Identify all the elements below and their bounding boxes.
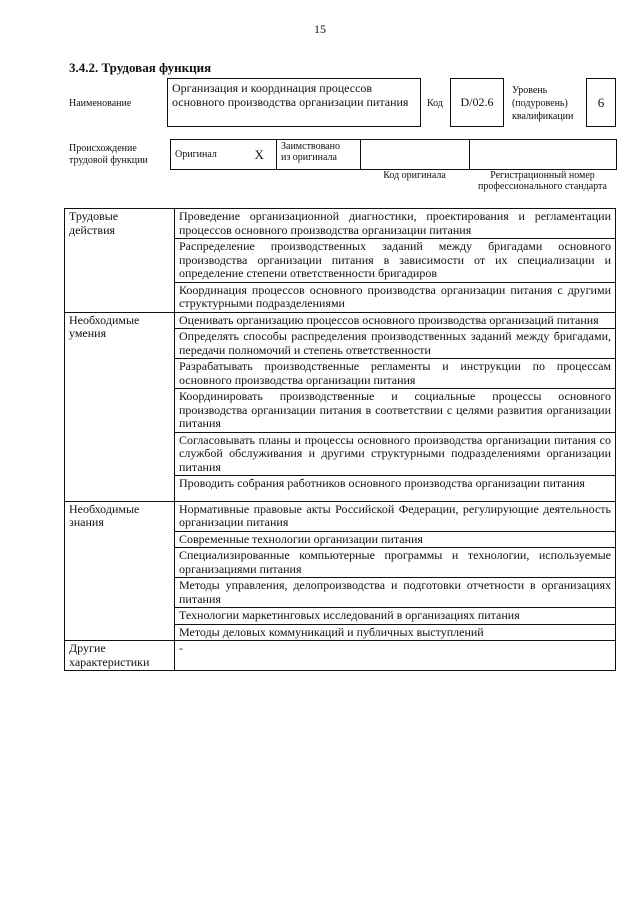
skill-item: Проводить собрания работников основного производства организации питания bbox=[175, 476, 616, 502]
knowledge-header bbox=[65, 501, 175, 641]
knowledge-item: Методы деловых коммуникаций и публичных выступлений bbox=[175, 624, 616, 641]
knowledge-item: Методы управления, делопроизводства и подготовки отчетности в организациях питания bbox=[175, 578, 616, 608]
borrowed-label bbox=[277, 140, 361, 170]
function-code-value: D/02.6 bbox=[450, 78, 504, 127]
section-title: 3.4.2. Трудовая функция bbox=[69, 60, 212, 75]
level-label-line-3: квалификации bbox=[512, 111, 574, 122]
table-row bbox=[65, 209, 616, 239]
other-header-line-2: характеристики bbox=[69, 654, 150, 669]
registration-caption-line-2: профессионального стандарта bbox=[478, 181, 607, 192]
registration-number-cell bbox=[470, 140, 617, 170]
original-label: Оригинал bbox=[171, 140, 251, 170]
action-item: Распределение производственных заданий между бригадами основного производства организации питания в зависимости от их специализации и определение степени ответственности бригадиров bbox=[175, 239, 616, 283]
level-label-line-2: (подуровень) bbox=[512, 98, 568, 109]
skill-item: Координировать производственные и социальные процессы основного производства организации питания в соответствии с целями развития организации питания bbox=[175, 389, 616, 433]
borrowed-label-line-2: из оригинала bbox=[281, 152, 337, 163]
function-name-value: Организация и координация процессов основного производства организации питания bbox=[167, 78, 421, 127]
skill-item: Согласовывать планы и процессы основного производства организации питания со службой обслуживания и другими структурными подразделениями организации питания bbox=[175, 432, 616, 476]
code-label: Код bbox=[427, 98, 443, 109]
level-label-line-1: Уровень bbox=[512, 85, 548, 96]
action-item: Проведение организационной диагностики, проектирования и регламентации процессов основного производства организации питания bbox=[175, 209, 616, 239]
name-label: Наименование bbox=[69, 98, 132, 109]
original-mark: X bbox=[251, 140, 277, 170]
code-caption: Код оригинала bbox=[383, 170, 446, 181]
origin-table bbox=[170, 139, 617, 170]
knowledge-item: Технологии маркетинговых исследований в организациях питания bbox=[175, 608, 616, 625]
borrowed-label-line-1: Заимствовано bbox=[281, 141, 340, 152]
skill-item: Определять способы распределения производственных заданий между бригадами, передачи полномочий и степень ответственности bbox=[175, 329, 616, 359]
page-number: 15 bbox=[314, 22, 326, 36]
table-row bbox=[65, 641, 616, 671]
skills-header-line-2: умения bbox=[69, 326, 107, 340]
function-details-table bbox=[64, 208, 616, 671]
actions-header-line-1: Трудовые bbox=[69, 209, 119, 223]
knowledge-item: Современные технологии организации питания bbox=[175, 531, 616, 548]
original-code-cell bbox=[361, 140, 470, 170]
skill-item: Разрабатывать производственные регламенты и инструкции по процессам основного производства организации питания bbox=[175, 359, 616, 389]
skills-header-line-1: Необходимые bbox=[69, 312, 140, 327]
knowledge-item: Нормативные правовые акты Российской Федерации, регулирующие деятельность организации питания bbox=[175, 501, 616, 531]
registration-caption bbox=[469, 170, 616, 192]
other-header bbox=[65, 641, 175, 671]
qualification-level-value: 6 bbox=[586, 78, 616, 127]
table-row bbox=[65, 501, 616, 531]
actions-header-line-2: действия bbox=[69, 222, 116, 237]
other-value: - bbox=[175, 641, 616, 671]
skill-item: Оценивать организацию процессов основного производства организаций питания bbox=[175, 312, 616, 329]
skills-header bbox=[65, 312, 175, 501]
knowledge-item: Специализированные компьютерные программы и технологии, используемые организациями питания bbox=[175, 548, 616, 578]
knowledge-header-line-2: знания bbox=[69, 515, 104, 529]
origin-label-line-1: Происхождение bbox=[69, 143, 137, 154]
origin-label bbox=[69, 143, 148, 167]
knowledge-header-line-1: Необходимые bbox=[69, 501, 140, 516]
table-row bbox=[65, 312, 616, 329]
level-label bbox=[512, 84, 573, 123]
action-item: Координация процессов основного производства организации питания с другими структурными подразделениями bbox=[175, 282, 616, 312]
origin-label-line-2: трудовой функции bbox=[69, 155, 148, 166]
actions-header bbox=[65, 209, 175, 313]
registration-caption-line-1: Регистрационный номер bbox=[490, 170, 595, 181]
other-header-line-1: Другие bbox=[69, 641, 106, 655]
